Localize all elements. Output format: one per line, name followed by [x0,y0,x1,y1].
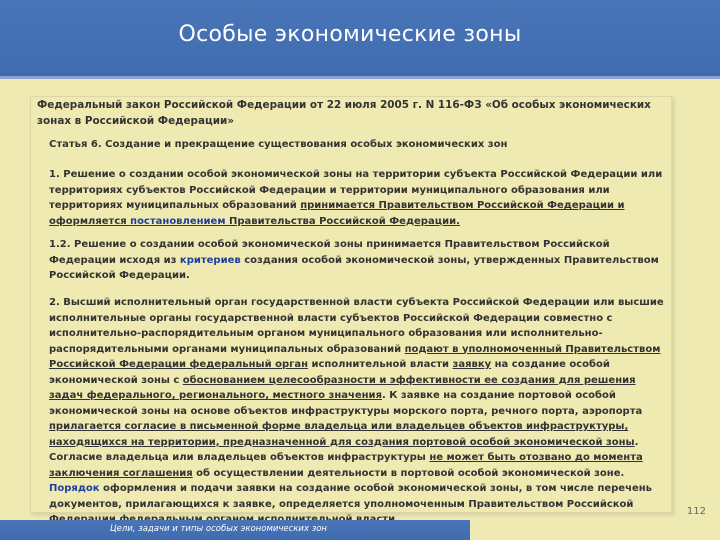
footer-bar [0,520,470,540]
article-heading: Статья 6. Создание и прекращение существования особых экономических зон [49,139,508,150]
paragraph-1-2-text-1: 1.2. Решение о создании особой экономической зоны принимается Правительством Российской Федерации исходя из [49,239,610,266]
page-number: 112 [686,506,706,517]
slide-title: Особые экономические зоны [178,22,522,47]
law-heading: Федеральный закон Российской Федерации от 22 июля 2005 г. N 116-ФЗ «Об особых экономических зонах в Российской Федерации» [37,99,651,127]
paragraph-2-underlined-3: обоснованием целесообразности и эффективности ее создания для решения задач федерального, регионального, местного значения [49,374,636,401]
paragraph-2-text-4: . К заявке на создание портовой особой экономической зоны на основе объектов инфраструктуры морского порта, речного порта, аэропорта [49,390,643,417]
paragraph-2-underlined-5: не может быть отозвано до момента заключения соглашения [49,452,643,479]
title-band [0,0,720,79]
paragraph-2-text-2: исполнительной власти [307,359,453,370]
criteria-link[interactable]: критериев [179,254,241,266]
decree-link[interactable]: постановлением [130,215,226,227]
paragraph-2-text-7: оформления и подачи заявки на создание особой экономической зоны, в том числе перечень документов, прилагающихся к заявке, определяется уполномоченным Правительством Российской [49,483,652,510]
paragraph-1 [49,167,665,229]
paragraph-1-underlined-2: Правительства Российской Федерации. [225,215,460,227]
content-panel [30,96,672,513]
procedure-link[interactable]: Порядок [49,483,100,494]
paragraph-1-2-text-2: создания особой экономической зоны, утвержденных Правительством Российской Федерации. [49,254,659,281]
paragraph-2-underlined-1: подают в уполномоченный Правительством Российской Федерации федеральный орган [49,343,661,370]
paragraph-2-text-5: . Согласие владельца или владельцев объектов инфраструктуры [49,436,639,463]
footer-text: Цели, задачи и типы особых экономических зон [110,524,327,534]
paragraph-2 [49,295,665,528]
paragraph-2-text-3: на создание особой экономической зоны с [49,359,610,386]
paragraph-2-text-1: 2. Высший исполнительный орган государственной власти субъекта Российской Федерации или высшие исполнительные органы государственной власти субъектов Российской Федерации совместно с исполнительно-распорядительным органом муниципального образования или исполнительно-распорядительными органами муниципальных образований [49,297,664,355]
paragraph-2-underlined-4: прилагается согласие в письменной форме владельца или владельцев объектов инфраструктуры, находящихся на территории, предназначенной для создания портовой особой экономической зоны [49,421,635,448]
paragraph-2-text-6: об осуществлении деятельности в портовой особой экономической зоне. [192,467,625,479]
paragraph-1-underlined-1: принимается Правительством Российской Федерации и оформляется [49,200,625,227]
paragraph-2-underlined-2: заявку [452,359,492,370]
paragraph-1-2 [49,237,665,284]
paragraph-1-text: 1. Решение о создании особой экономической зоны на территории субъекта Российской Федерации или территориях субъектов Российской Федерации и территории муниципального образования или территориях муниципальных образований [49,169,663,211]
